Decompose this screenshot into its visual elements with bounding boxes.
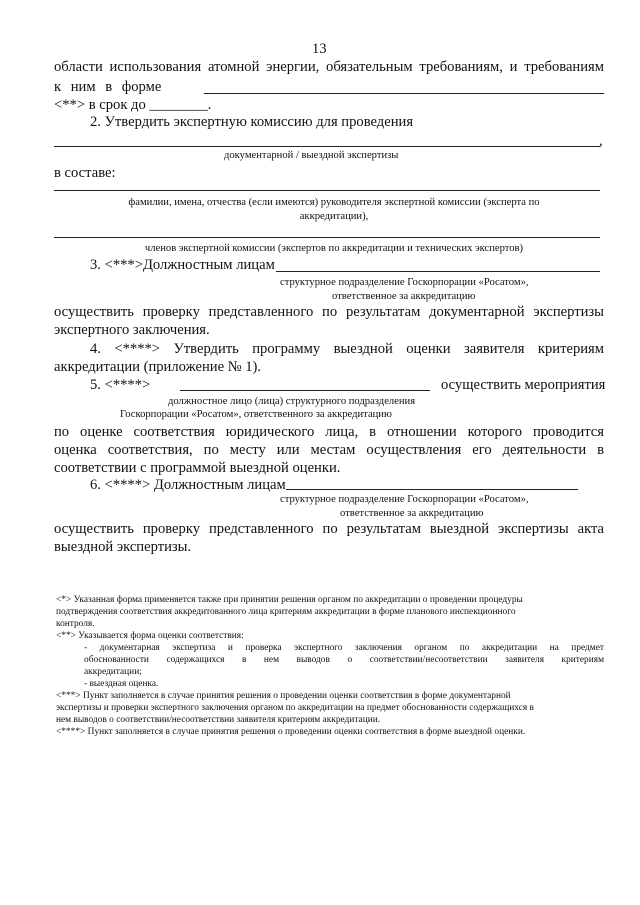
paragraph-line: оценка соответствия, по месту или местам осуществления его деятельности в (54, 442, 604, 458)
footnote-1: <*> Указанная форма применяется также при принятии решения органом по аккредитации о проведении процедуры (56, 595, 523, 605)
footnote-2: <**> Указывается форма оценки соответствия: (56, 631, 244, 641)
page-number: 13 (312, 41, 327, 57)
paragraph-line: соответствии с программой выездной оценки. (54, 460, 341, 476)
caption-official: должностное лицо (лица) структурного подразделения (168, 396, 416, 407)
comma: , (599, 133, 603, 149)
fill-line (286, 489, 578, 490)
caption-form: документарной / выездной экспертизы (224, 150, 399, 161)
composition-label: в составе: (54, 165, 116, 181)
item-5-tail: осуществить мероприятия (441, 377, 606, 393)
caption-members: членов экспертной комиссии (экспертов по аккредитации и технических экспертов) (144, 243, 524, 254)
fill-line (276, 271, 600, 272)
caption-leader: фамилии, имена, отчества (если имеются) руководителя экспертной комиссии (эксперта по (128, 197, 540, 208)
footnote-1: подтверждения соответствия аккредитованного лица критериям аккредитации в форме планового инспекционного (56, 607, 516, 617)
footnote-2-item: - выездная оценка. (84, 679, 159, 689)
footnote-3: нем выводов о соответствии/несоответствии заявителя критериям аккредитации. (56, 715, 381, 725)
caption-department: ответственное за аккредитацию (332, 291, 476, 302)
item-3-text: 3. <***>Должностным лицам (90, 257, 275, 273)
footnote-3: экспертизы и проверки экспертного заключения органом по аккредитации на предмет обоснованности содержащихся в (56, 703, 534, 713)
paragraph-line: экспертного заключения. (54, 322, 210, 338)
footnote-4: <****> Пункт заполняется в случае принятия решения о проведении оценки соответствия в форме выездной оценки. (56, 727, 526, 737)
footnote-3: <***> Пункт заполняется в случае принятия решения о проведении оценки соответствия в форме документарной (56, 691, 511, 701)
fill-line (180, 390, 430, 391)
fill-line (54, 190, 600, 191)
caption-department: ответственное за аккредитацию (340, 508, 484, 519)
paragraph-line: области использования атомной энергии, обязательным требованиям, и требованиям (54, 59, 604, 75)
caption-leader: аккредитации), (299, 211, 369, 222)
form-fill-line (204, 93, 604, 94)
fill-line (54, 237, 600, 238)
item-6-text: 6. <****> Должностным лицам (90, 477, 286, 493)
footnote-2-item: обоснованности содержащихся в нем выводов о соответствии/несоответствии заявителя критериям (84, 655, 604, 665)
footnote-2-item: - документарная экспертиза и проверка экспертного заключения органом по аккредитации на предмет (84, 643, 604, 653)
paragraph-line: выездной экспертизы. (54, 539, 192, 555)
paragraph-line: осуществить проверку представленного по результатам выездной экспертизы акта (54, 521, 604, 537)
caption-department: структурное подразделение Госкорпорации «Росатом», (280, 277, 529, 288)
paragraph-line: <**> в срок до ________. (54, 97, 212, 113)
caption-official: Госкорпорации «Росатом», ответственного за аккредитацию (120, 409, 392, 420)
paragraph-line: аккредитации (приложение № 1). (54, 359, 262, 375)
item-4-text: 4. <****> Утвердить программу выездной оценки заявителя критериям (90, 341, 604, 357)
footnote-2-item: аккредитации; (84, 667, 142, 677)
paragraph-line: к ним в форме (54, 79, 162, 95)
footnote-1: контроля. (56, 619, 95, 629)
fill-line (54, 146, 600, 147)
item-2-text: 2. Утвердить экспертную комиссию для проведения (90, 114, 414, 130)
item-5-text: 5. <****> (90, 377, 151, 393)
caption-department: структурное подразделение Госкорпорации «Росатом», (280, 494, 529, 505)
paragraph-line: по оценке соответствия юридического лица, в отношении которого проводится (54, 424, 604, 440)
paragraph-line: осуществить проверку представленного по результатам документарной экспертизы (54, 304, 604, 320)
